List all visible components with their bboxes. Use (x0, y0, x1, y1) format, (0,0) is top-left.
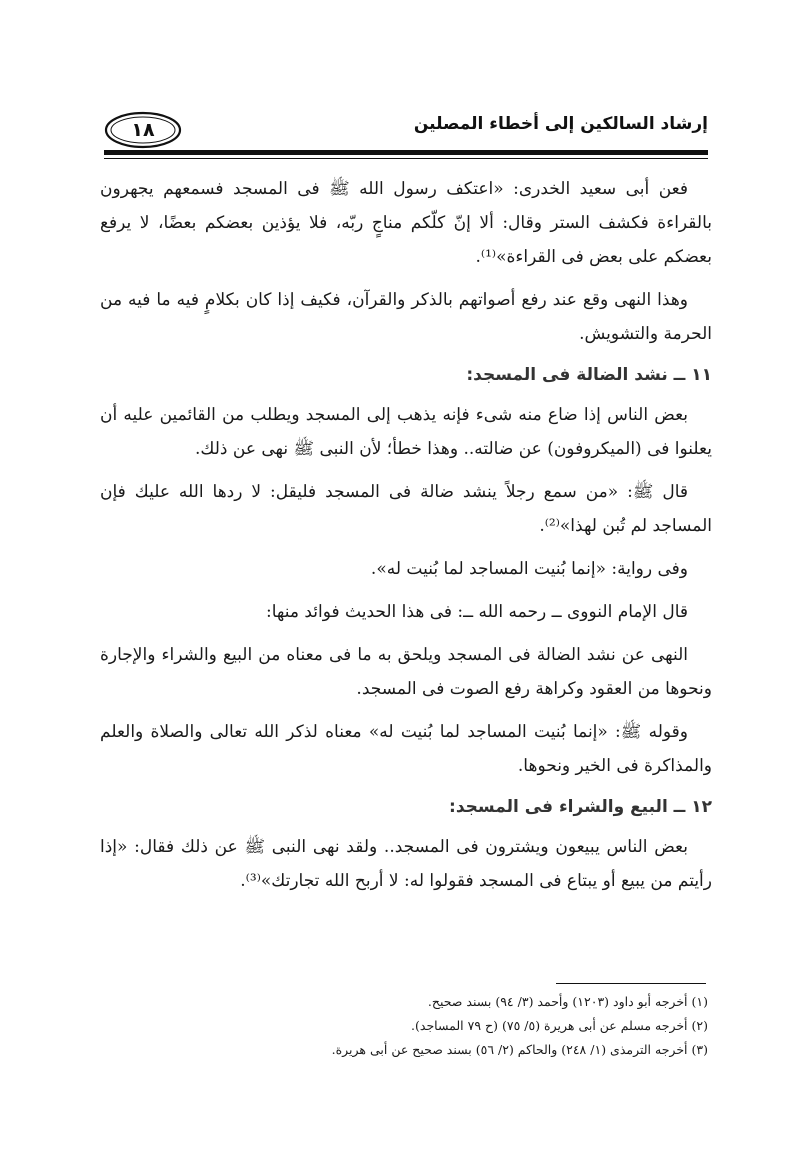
footnote-1: (١) أخرجه أبو داود (١٢٠٣) وأحمد (٣/ ٩٤) بسند صحيح. (427, 994, 708, 1009)
paragraph-lost-item: بعض الناس إذا ضاع منه شىء فإنه يذهب إلى المسجد ويطلب من القائمين عليه أن يعلنوا فى (الميكروفون) عن ضالته.. وهذا خطأ؛ لأن النبى ﷺ نهى عن ذلك. (100, 405, 712, 459)
paragraph-hadith-lost-item: قال ﷺ: «من سمع رجلاً ينشد ضالة فى المسجد فليقل: لا ردها الله عليك فإن المساجد لم تُبن لهذا»⁽²⁾. (100, 482, 712, 536)
footnotes (100, 990, 708, 1062)
paragraph-meaning: وقوله ﷺ: «إنما بُنيت المساجد لما بُنيت له» معناه لذكر الله تعالى والصلاة والعلم والمذاكرة فى الخير ونحوها. (100, 722, 712, 776)
paragraph-narration: وفى رواية: «إنما بُنيت المساجد لما بُنيت له». (370, 559, 688, 579)
paragraph-nawawi: قال الإمام النووى ــ رحمه الله ــ: فى هذا الحديث فوائد منها: (265, 602, 688, 622)
paragraph-benefits: النهى عن نشد الضالة فى المسجد ويلحق به ما فى معناه من البيع والشراء والإجارة ونحوها من العقود وكراهة رفع الصوت فى المسجد. (100, 645, 712, 699)
footnote-2: (٢) أخرجه مسلم عن أبى هريرة (٥/ ٧٥) (ح ٧٩ المساجد). (411, 1018, 708, 1033)
page-number-badge (104, 110, 182, 150)
book-title: إرشاد السالكين إلى أخطاء المصلين (413, 114, 708, 134)
main-text (100, 172, 712, 907)
header-rule-thin (104, 158, 708, 159)
paragraph-buying-selling: بعض الناس يبيعون ويشترون فى المسجد.. ولقد نهى النبى ﷺ عن ذلك فقال: «إذا رأيتم من يبيع أو يبتاع فى المسجد فقولوا له: لا أربح الله تجارتك»⁽³⁾. (100, 837, 712, 891)
section-heading-11: ١١ ــ نشد الضالة فى المسجد: (466, 365, 712, 385)
page-header (104, 108, 708, 152)
header-rule-thick (104, 150, 708, 155)
section-heading-12: ١٢ ــ البيع والشراء فى المسجد: (449, 797, 712, 817)
page-number: ١٨ (131, 119, 155, 141)
footnote-separator (556, 983, 706, 984)
paragraph-hadith-abu-said: فعن أبى سعيد الخدرى: «اعتكف رسول الله ﷺ فى المسجد فسمعهم يجهرون بالقراءة فكشف الستر وقال: ألا إنّ كلّكم مناجٍ ربّه، فلا يؤذين بعضكم بعضًا، لا يرفع بعضكم على بعض فى القراءة»⁽¹⁾. (100, 179, 712, 267)
footnote-3: (٣) أخرجه الترمذى (١/ ٢٤٨) والحاكم (٢/ ٥٦) بسند صحيح عن أبى هريرة. (331, 1042, 708, 1057)
paragraph-prohibition-comment: وهذا النهى وقع عند رفع أصواتهم بالذكر والقرآن، فكيف إذا كان بكلامٍ فيه ما فيه من الحرمة والتشويش. (100, 290, 712, 344)
